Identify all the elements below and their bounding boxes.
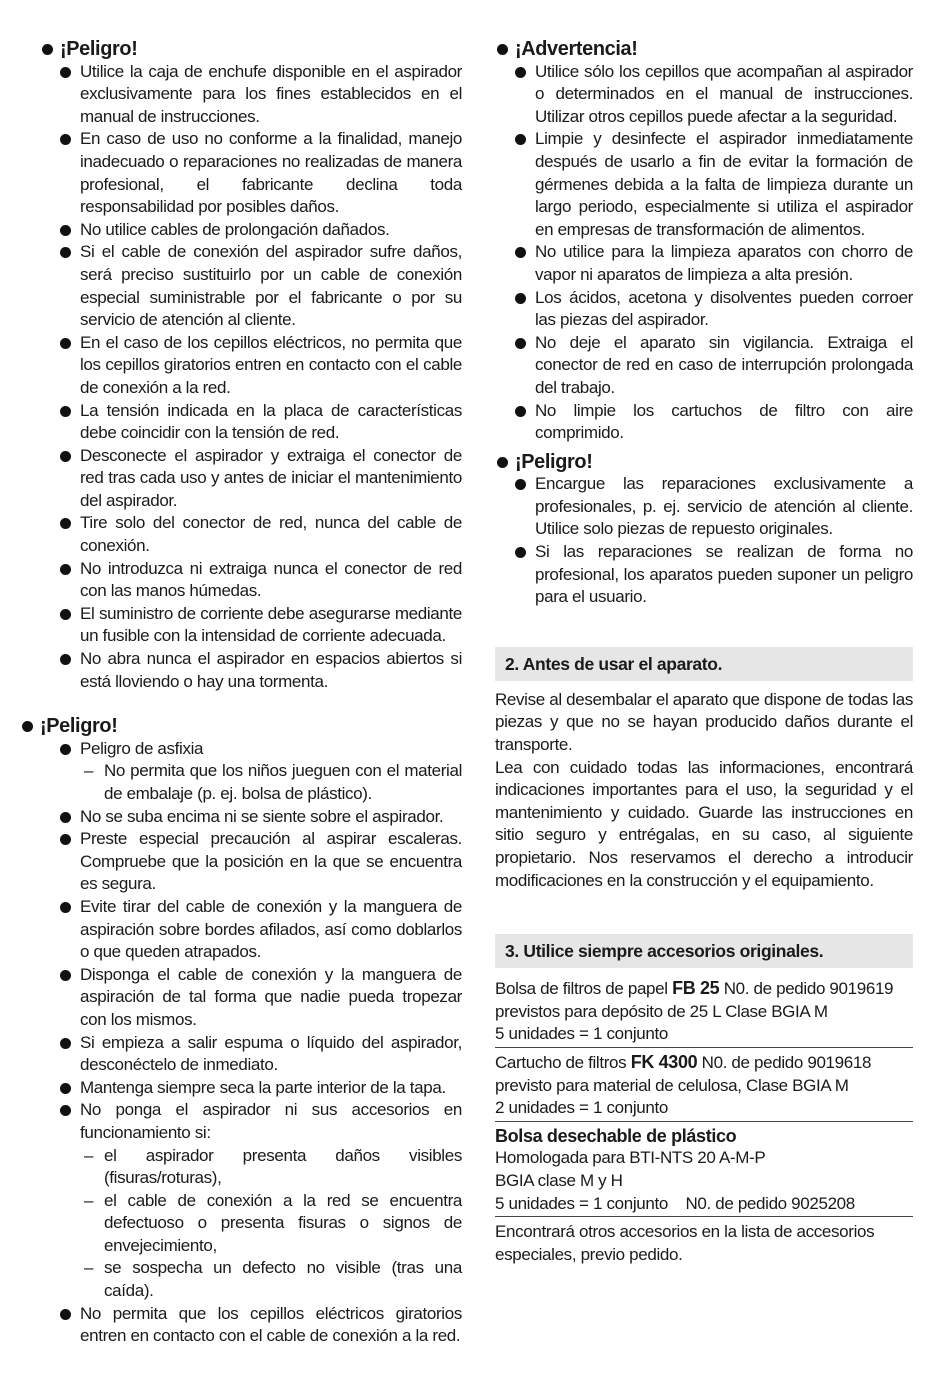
list-item: Mantenga siempre seca la parte interior de la tapa.	[40, 1077, 462, 1100]
list-item: No ponga el aspirador ni sus accesorios en funcionamiento si:	[40, 1099, 462, 1144]
list-item: En caso de uso no conforme a la finalidad, manejo inadecuado o reparaciones no realizadas de manera profesional, el fabricante declina toda responsabilidad por posibles daños.	[40, 128, 462, 218]
accessory-paper-filter-bag	[495, 974, 913, 1048]
section-2-paragraph-1: Revise al desembalar el aparato que dispone de todas las piezas y que no se hayan producido daños durante el transporte.	[495, 689, 913, 755]
accessory-prefix: Cartucho de filtros	[495, 1052, 627, 1072]
list-item: Si el cable de conexión del aspirador sufre daños, será preciso sustituirlo por un cable de conexión especial suministrable por el fabricante o por su servicio de atención al cliente.	[40, 241, 462, 331]
accessory-description: previstos para depósito de 25 L Clase BGIA M	[495, 1001, 828, 1021]
section-2-paragraph-2: Lea con cuidado todas las informaciones, encontrará indicaciones importantes para el uso, la seguridad y el mantenimiento y cuidado. Guarde las instrucciones en sitio seguro y entrégalas, en su caso, al siguiente propietario. Nos reservamos el derecho a introducir modificaciones en la construcción y el equipamiento.	[495, 757, 913, 890]
danger-list-1	[40, 61, 462, 694]
accessory-description: previsto para material de celulosa, Clase BGIA M	[495, 1075, 849, 1095]
accessory-approval: Homologada para BTI-NTS 20 A-M-P	[495, 1148, 766, 1168]
list-item: Preste especial precaución al aspirar escaleras. Compruebe que la posición en la que se encuentra es segura.	[40, 828, 462, 896]
accessory-title: Bolsa desechable de plástico	[495, 1125, 737, 1146]
section-2-title: 2. Antes de usar el aparato.	[495, 647, 913, 681]
list-item: Si empieza a salir espuma o líquido del aspirador, desconéctelo de inmediato.	[40, 1032, 462, 1077]
danger-list-2	[40, 738, 462, 1348]
list-item: Disponga el cable de conexión y la manguera de aspiración de tal forma que nadie pueda tropezar con los mismos.	[40, 964, 462, 1032]
accessory-quantity: 5 unidades = 1 conjunto	[495, 1024, 668, 1044]
list-item: Evite tirar del cable de conexión y la manguera de aspiración sobre bordes afilados, así como doblarlos o que queden atrapados.	[40, 896, 462, 964]
list-item: No abra nunca el aspirador en espacios abiertos si está lloviendo o hay una tormenta.	[40, 648, 462, 693]
list-item: Utilice la caja de enchufe disponible en el aspirador exclusivamente para los fines establecidos en el manual de instrucciones.	[40, 61, 462, 129]
accessories-footer-note: Encontrará otros accesorios en la lista de accesorios especiales, previo pedido.	[495, 1222, 875, 1264]
list-item: La tensión indicada en la placa de características debe coincidir con la tensión de red.	[40, 400, 462, 445]
warning-heading-danger-2: ¡Peligro!	[20, 715, 462, 738]
accessory-class: BGIA clase M y H	[495, 1170, 623, 1190]
list-item: No introduzca ni extraiga nunca el conector de red con las manos húmedas.	[40, 558, 462, 603]
accessory-code: FK 4300	[630, 1051, 698, 1072]
list-item: No limpie los cartuchos de filtro con aire comprimido.	[495, 400, 913, 445]
list-item: En el caso de los cepillos eléctricos, no permita que los cepillos giratorios entren en contacto con el cable de conexión a la red.	[40, 332, 462, 400]
accessory-line	[495, 1051, 913, 1075]
accessory-quantity: 2 unidades = 1 conjunto	[495, 1098, 668, 1118]
warning-heading-danger-3: ¡Peligro!	[495, 451, 913, 474]
list-item: Si las reparaciones se realizan de forma no profesional, los aparatos pueden suponer un peligro para el usuario.	[495, 541, 913, 609]
warning-heading-advertencia: ¡Advertencia!	[495, 38, 913, 61]
list-item: Los ácidos, acetona y disolventes pueden corroer las piezas del aspirador.	[495, 287, 913, 332]
accessory-order-number: N0. de pedido 9019619	[723, 979, 894, 999]
accessory-order-number: N0. de pedido 9025208	[685, 1193, 855, 1213]
accessory-prefix: Bolsa de filtros de papel	[495, 979, 668, 999]
right-column	[495, 38, 913, 1266]
accessory-line	[495, 1193, 913, 1216]
accessory-filter-cartridge	[495, 1048, 913, 1122]
list-item: Desconecte el aspirador y extraiga el conector de red tras cada uso y antes de iniciar el mantenimiento del aspirador.	[40, 445, 462, 513]
list-item: El suministro de corriente debe asegurarse mediante un fusible con la intensidad de corriente adecuada.	[40, 603, 462, 648]
accessory-plastic-bag	[495, 1122, 913, 1217]
danger-list-3	[495, 473, 913, 609]
section-3-title: 3. Utilice siempre accesorios originales.	[495, 934, 913, 968]
list-subitem: – el aspirador presenta daños visibles (fisuras/roturas),	[40, 1145, 462, 1190]
list-item: No deje el aparato sin vigilancia. Extraiga el conector de red en caso de interrupción prolongada del trabajo.	[495, 332, 913, 400]
list-item: No utilice cables de prolongación dañados.	[40, 219, 462, 242]
accessory-quantity: 5 unidades = 1 conjunto	[495, 1193, 668, 1213]
list-item: No se suba encima ni se siente sobre el aspirador.	[40, 806, 462, 829]
accessory-code: FB 25	[672, 978, 720, 999]
accessory-line	[495, 977, 913, 1001]
warning-heading-danger-1: ¡Peligro!	[40, 38, 462, 61]
accessory-order-number: N0. de pedido 9019618	[701, 1052, 872, 1072]
list-item: Encargue las reparaciones exclusivamente a profesionales, p. ej. servicio de atención al cliente. Utilice solo piezas de repuesto originales.	[495, 473, 913, 541]
list-item: No utilice para la limpieza aparatos con chorro de vapor ni aparatos de limpieza a alta presión.	[495, 241, 913, 286]
list-item: Peligro de asfixia	[40, 738, 462, 761]
left-column	[40, 38, 462, 1348]
list-item: Utilice sólo los cepillos que acompañan al aspirador o determinados en el manual de instrucciones. Utilizar otros cepillos puede afectar a la seguridad.	[495, 61, 913, 129]
list-subitem: – No permita que los niños jueguen con el material de embalaje (p. ej. bolsa de plástico).	[40, 760, 462, 805]
list-item: Limpie y desinfecte el aspirador inmediatamente después de usarlo a fin de evitar la formación de gérmenes debida a la falta de limpieza durante un largo periodo, especialmente si utiliza el aspirador en empresas de transformación de alimentos.	[495, 128, 913, 241]
list-item: No permita que los cepillos eléctricos giratorios entren en contacto con el cable de conexión a la red.	[40, 1303, 462, 1348]
list-subitem: – el cable de conexión a la red se encuentra defectuoso o presenta fisuras o signos de envejecimiento,	[40, 1190, 462, 1258]
list-subitem: – se sospecha un defecto no visible (tras una caída).	[40, 1257, 462, 1302]
advertencia-list	[495, 61, 913, 445]
list-item: Tire solo del conector de red, nunca del cable de conexión.	[40, 512, 462, 557]
